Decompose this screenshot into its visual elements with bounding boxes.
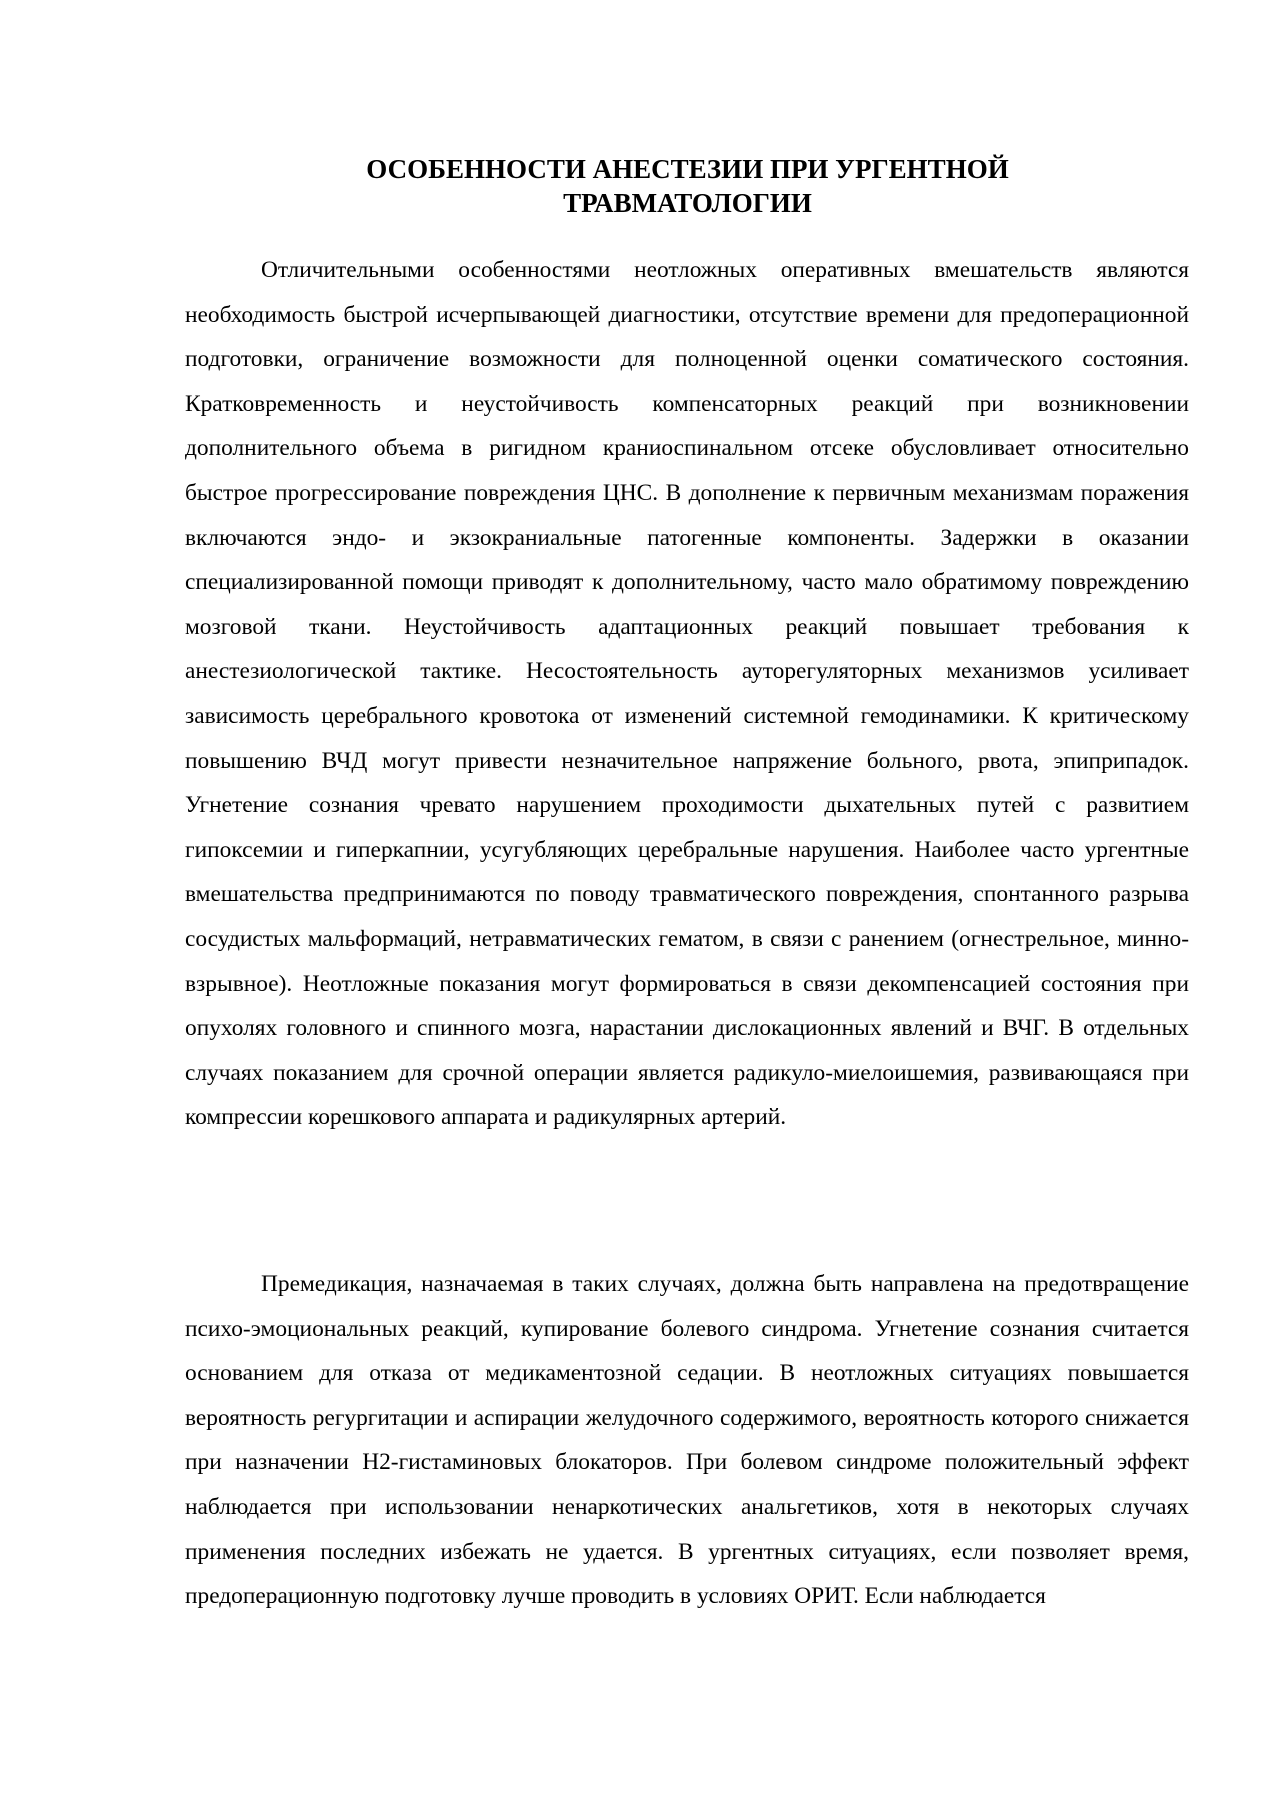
paragraph-2: Премедикация, назначаемая в таких случаях, должна быть направлена на предотвращение психо-эмоциональных реакций, купирование болевого синдрома. Угнетение сознания считается основанием для отказа от медикаментозной седации. В неотложных ситуациях повышается вероятность регургитации и аспирации желудочного содержимого, вероятность которого снижается при назначении Н2-гистаминовых блокаторов. При болевом синдроме положительный эффект наблюдается при использовании ненаркотических анальгетиков, хотя в некоторых случаях применения последних избежать не удается. В ургентных ситуациях, если позволяет время, предоперационную подготовку лучше проводить в условиях ОРИТ. Если наблюдается [185, 1271, 1189, 1610]
title-line-2: ТРАВМАТОЛОГИИ [563, 188, 812, 218]
document-title [185, 152, 1190, 220]
paragraph-1: Отличительными особенностями неотложных оперативных вмешательств являются необходимость быстрой исчерпывающей диагностики, отсутствие времени для предоперационной подготовки, ограничение возможности для полноценной оценки соматического состояния. Кратковременность и неустойчивость компенсаторных реакций при возникновении дополнительного объема в ригидном краниоспинальном отсеке обусловливает относительно быстрое прогрессирование повреждения ЦНС. В дополнение к первичным механизмам поражения включаются эндо- и экзокраниальные патогенные компоненты. Задержки в оказании специализированной помощи приводят к дополнительному, часто мало обратимому повреждению мозговой ткани. Неустойчивость адаптационных реакций повышает требования к анестезиологической тактике. Несостоятельность ауторегуляторных механизмов усиливает зависимость церебрального кровотока от изменений системной гемодинамики. К критическому повышению ВЧД могут привести незначительное напряжение больного, рвота, эпиприпадок. Угнетение сознания чревато нарушением проходимости дыхательных путей с развитием гипоксемии и гиперкапнии, усугубляющих церебральные нарушения. Наиболее часто ургентные вмешательства предпринимаются по поводу травматического повреждения, спонтанного разрыва сосудистых мальформаций, нетравматических гематом, в связи с ранением (огнестрельное, минно-взрывное). Неотложные показания могут формироваться в связи декомпенсацией состояния при опухолях головного и спинного мозга, нарастании дислокационных явлений и ВЧГ. В отдельных случаях показанием для срочной операции является радикуло-миелоишемия, развивающаяся при компрессии корешкового аппарата и радикулярных артерий. [185, 257, 1189, 1131]
title-line-1: ОСОБЕННОСТИ АНЕСТЕЗИИ ПРИ УРГЕНТНОЙ [366, 154, 1009, 184]
